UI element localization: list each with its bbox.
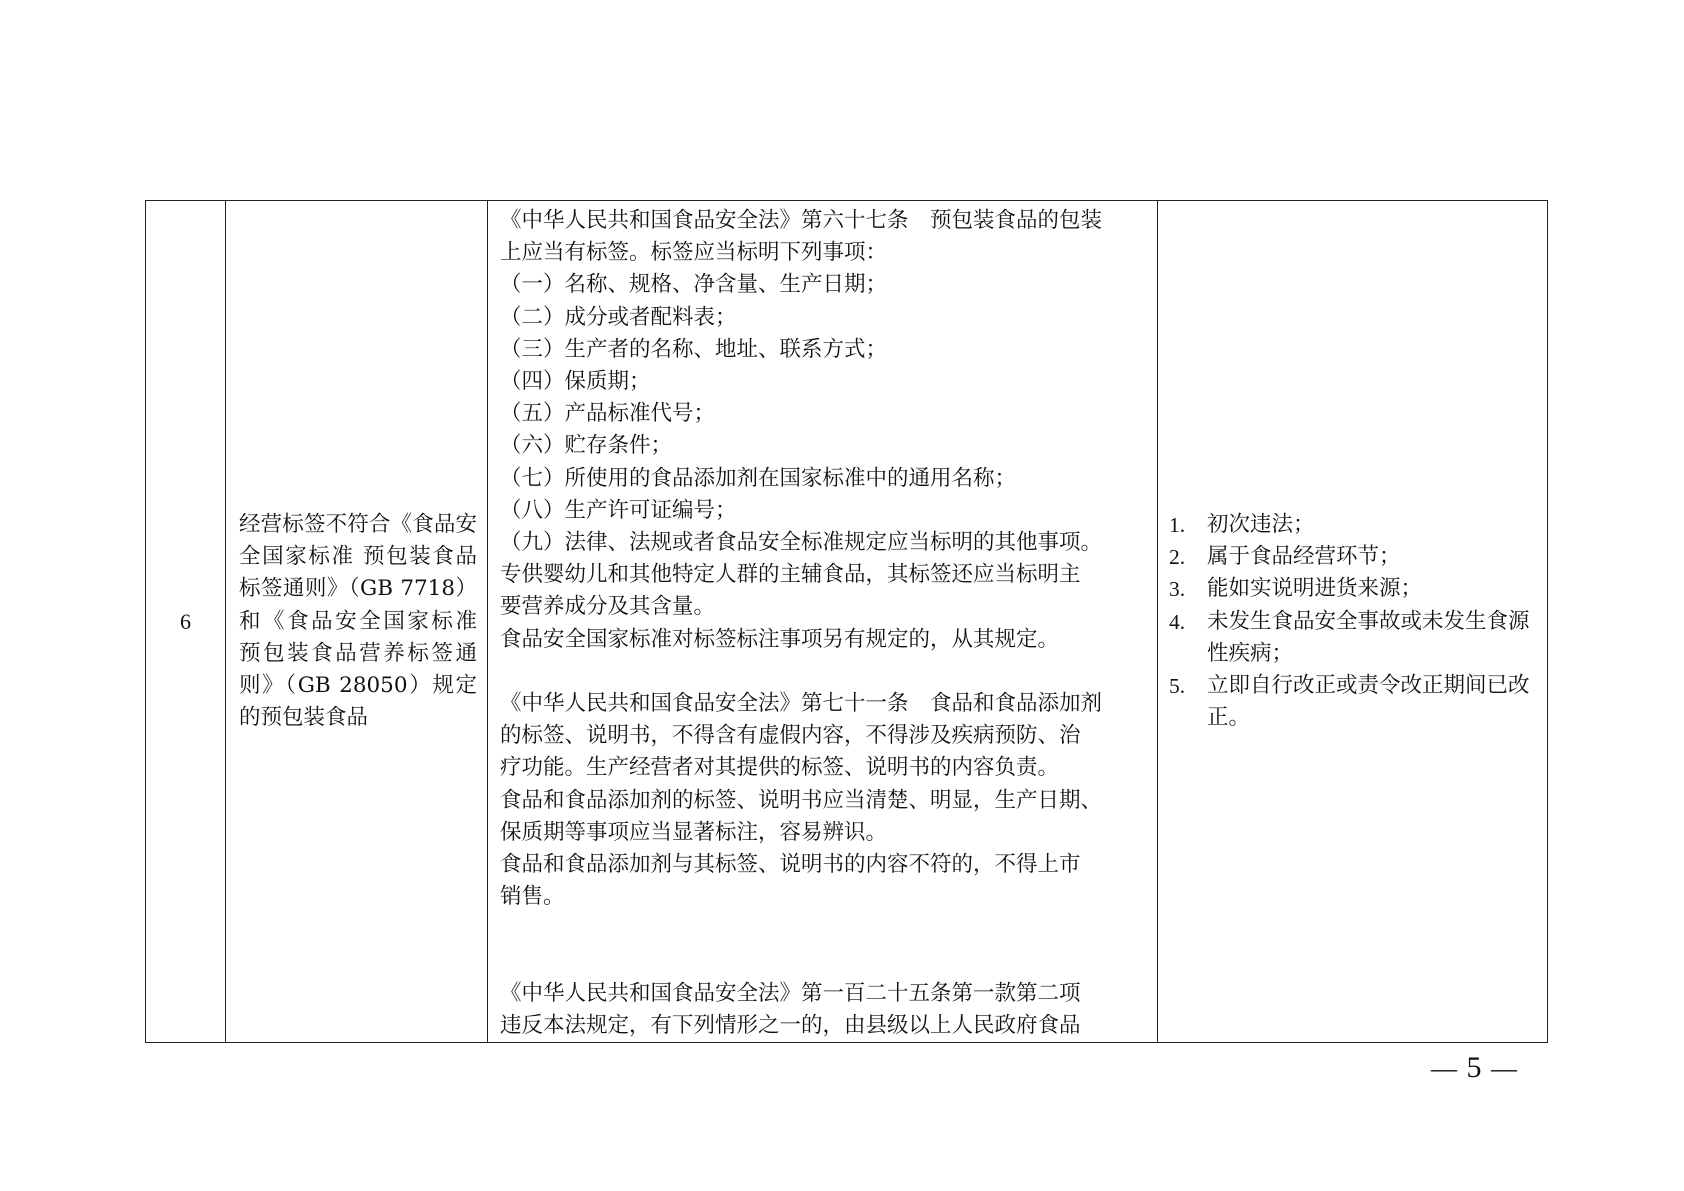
legal-basis-line: 食品和食品添加剂的标签、说明书应当清楚、明显，生产日期、 xyxy=(500,787,1103,813)
condition-number: 4. xyxy=(1169,609,1186,634)
legal-basis-line: 《中华人民共和国食品安全法》第一百二十五条第一款第二项 xyxy=(500,980,1081,1006)
legal-basis-line: 保质期等事项应当显著标注，容易辨识。 xyxy=(500,819,888,845)
legal-basis-line: 违反本法规定，有下列情形之一的，由县级以上人民政府食品 xyxy=(500,1013,1081,1039)
legal-basis-line: 《中华人民共和国食品安全法》第六十七条 预包装食品的包装 xyxy=(500,208,1103,233)
regulation-table xyxy=(145,200,1548,1043)
legal-basis-line: （九）法律、法规或者食品安全标准规定应当标明的其他事项。 xyxy=(500,530,1103,556)
legal-basis-line: （一）名称、规格、净含量、生产日期； xyxy=(500,272,888,298)
conditions-list xyxy=(1158,509,1547,734)
condition-text: 能如实说明进货来源； xyxy=(1207,576,1423,602)
footer-dash-right: — xyxy=(1491,1054,1518,1083)
legal-basis-line: （七）所使用的食品添加剂在国家标准中的通用名称； xyxy=(500,465,1017,491)
footer-dash-left: — xyxy=(1431,1054,1458,1083)
page-number-footer xyxy=(1431,1051,1518,1085)
condition-item xyxy=(1169,509,1539,541)
legal-basis-text xyxy=(488,201,1157,1042)
violation-item-text: 经营标签不符合《食品安全国家标准 预包装食品标签通则》（GB 7718）和《食品安全国家标准 预包装食品营养标签通则》（GB 28050）规定的预包装食品 xyxy=(239,511,477,731)
condition-item xyxy=(1169,606,1539,670)
table-row xyxy=(146,201,1548,1043)
blank-line xyxy=(500,946,1147,978)
legal-basis-line: 专供婴幼儿和其他特定人群的主辅食品，其标签还应当标明主 xyxy=(500,562,1081,588)
violation-item-cell xyxy=(226,201,488,1043)
legal-basis-line: 《中华人民共和国食品安全法》第七十一条 食品和食品添加剂 xyxy=(500,691,1103,717)
legal-basis-line: （六）贮存条件； xyxy=(500,433,673,459)
legal-basis-line: 上应当有标签。标签应当标明下列事项： xyxy=(500,240,888,266)
blank-line xyxy=(500,913,1147,945)
condition-text: 立即自行改正或责令改正期间已改正。 xyxy=(1207,672,1530,731)
condition-number: 5. xyxy=(1169,673,1186,698)
legal-basis-line: （八）生产许可证编号； xyxy=(500,497,737,523)
condition-number: 3. xyxy=(1169,577,1186,602)
conditions-cell xyxy=(1158,201,1548,1043)
legal-basis-line: （二）成分或者配料表； xyxy=(500,304,737,330)
legal-basis-line: 的标签、说明书，不得含有虚假内容，不得涉及疾病预防、治 xyxy=(500,723,1081,749)
page-number: 5 xyxy=(1466,1051,1483,1084)
condition-text: 属于食品经营环节； xyxy=(1207,544,1401,570)
condition-item xyxy=(1169,573,1539,605)
legal-basis-cell xyxy=(488,201,1158,1043)
condition-number: 2. xyxy=(1169,545,1186,570)
legal-basis-line: 疗功能。生产经营者对其提供的标签、说明书的内容负责。 xyxy=(500,755,1060,781)
legal-basis-line: （五）产品标准代号； xyxy=(500,401,716,427)
legal-basis-line: 食品和食品添加剂与其标签、说明书的内容不符的，不得上市 xyxy=(500,852,1081,878)
row-number-cell xyxy=(146,201,226,1043)
blank-line xyxy=(500,656,1147,688)
legal-basis-line: （四）保质期； xyxy=(500,369,651,395)
legal-basis-line: 食品安全国家标准对标签标注事项另有规定的，从其规定。 xyxy=(500,626,1060,652)
legal-basis-line: （三）生产者的名称、地址、联系方式； xyxy=(500,336,888,362)
condition-item xyxy=(1169,670,1539,734)
row-number: 6 xyxy=(180,608,191,634)
legal-basis-line: 要营养成分及其含量。 xyxy=(500,594,716,620)
condition-text: 未发生食品安全事故或未发生食源性疾病； xyxy=(1207,608,1530,666)
condition-number: 1. xyxy=(1169,512,1186,537)
legal-basis-line: 销售。 xyxy=(500,884,565,910)
condition-item xyxy=(1169,541,1539,573)
condition-text: 初次违法； xyxy=(1207,511,1315,537)
